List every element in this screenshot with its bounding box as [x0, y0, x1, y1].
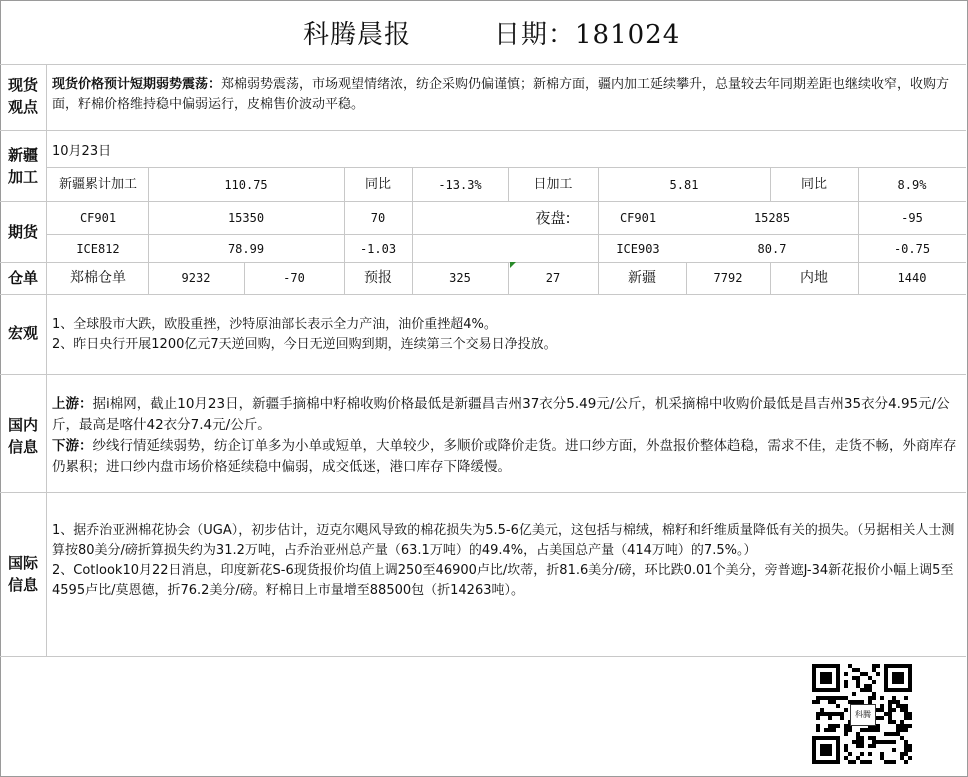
- spot-text: 郑棉弱势震荡，市场观望情绪浓，纺企采购仍偏谨慎；新棉方面，疆内加工延续攀升，总量较去年同期差距也继续收窄，收购方面，籽棉价格维持稳中偏弱运行，皮棉售价波动平稳。: [52, 77, 950, 112]
- upstream-text: 据i棉网，截止10月23日，新疆手摘棉中籽棉收购价格最低是新疆昌吉州37衣分5.49元/公斤，机采摘棉中收购价最低是昌吉州35衣分4.95元/公斤，最高是喀什42衣分7.4元/公斤。: [52, 396, 950, 433]
- section-label-international: 国际 信息: [7, 554, 38, 594]
- section-label-futures: 期货: [7, 223, 38, 241]
- divider: [0, 374, 966, 375]
- forecast-change: 27: [545, 271, 561, 285]
- divider: [0, 492, 966, 493]
- daily-processing-value: 5.81: [669, 178, 699, 192]
- daily-yoy-value: 8.9%: [897, 178, 927, 192]
- daily-processing-label: 日加工: [533, 177, 573, 192]
- cell-divider: [412, 201, 413, 262]
- section-label-macro: 宏观: [7, 324, 38, 342]
- upstream-lead: 上游：: [52, 396, 93, 412]
- section-label-spot: 现货 观点: [7, 76, 38, 116]
- downstream-text: 纱线行情延续弱势，纺企订单多为小单或短单，大单较少，多顺价或降价走货。进口纱方面，外盘报价整体趋稳，需求不佳，走货不畅，外商库存仍累积；进口纱内盘市场价格延续稳中偏弱，成交低迷，港口库存下降缓慢。: [52, 438, 957, 475]
- futures-change: 70: [370, 211, 386, 225]
- macro-item: 1、全球股市大跌，欧股重挫，沙特原油部长表示全力产油，油价重挫超4%。: [52, 317, 497, 332]
- cum-processing-value: 110.75: [224, 178, 268, 192]
- divider: [0, 262, 966, 263]
- forecast-label: 预报: [364, 270, 392, 286]
- report-title: 科腾晨报: [303, 20, 412, 50]
- xinjiang-warehouse-value: 7792: [713, 271, 743, 285]
- daily-yoy-label: 同比: [800, 177, 827, 192]
- inland-warehouse-label: 内地: [800, 270, 828, 286]
- spot-view: [52, 75, 960, 115]
- international-info: [52, 521, 960, 601]
- divider: [46, 167, 966, 168]
- section-label-domestic: 国内 信息: [7, 416, 38, 456]
- warehouse-value: 9232: [181, 271, 211, 285]
- night-price: 15285: [753, 211, 791, 225]
- forecast-value: 325: [449, 271, 471, 285]
- night-contract: ICE903: [616, 242, 660, 256]
- cum-processing-label: 新疆累计加工: [58, 177, 137, 192]
- spot-lead: 现货价格预计短期弱势震荡：: [52, 77, 222, 92]
- xinjiang-date: 10月23日: [52, 144, 112, 159]
- intl-item: 1、据乔治亚洲棉花协会（UGA），初步估计，迈克尔飓风导致的棉花损失为5.5-6亿美元，这包括与棉绒，棉籽和纤维质量降低有关的损失。（另据相关人士测算按80美分/磅折算损失约为31.2万吨，占乔治亚州总产量（63.1万吨）的49.4%，占美国总产量（414万吨）的7.5%。）: [52, 523, 955, 558]
- futures-price: 78.99: [227, 242, 265, 256]
- futures-change: -1.03: [359, 242, 397, 256]
- divider: [0, 294, 966, 295]
- night-change: -95: [901, 211, 923, 225]
- section-label-warehouse: 仓单: [7, 269, 38, 287]
- futures-contract: CF901: [79, 211, 117, 225]
- warehouse-name: 郑棉仓单: [70, 270, 126, 286]
- divider: [0, 656, 966, 657]
- downstream-lead: 下游：: [52, 438, 93, 454]
- night-contract: CF901: [619, 211, 657, 225]
- report-date: 日期：181024: [494, 20, 681, 50]
- futures-contract: ICE812: [76, 242, 120, 256]
- futures-price: 15350: [227, 211, 265, 225]
- macro-item: 2、昨日央行开展1200亿元7天逆回购，今日无逆回购到期，连续第三个交易日净投放。: [52, 337, 557, 352]
- section-label-xinjiang: 新疆 加工: [7, 146, 38, 186]
- qr-code: [812, 664, 912, 764]
- yoy-label: 同比: [364, 177, 391, 192]
- column-divider: [46, 64, 47, 656]
- night-session-label: 夜盘:: [535, 209, 571, 227]
- divider: [0, 64, 966, 65]
- qr-caption: 科腾: [850, 704, 876, 726]
- macro-list: [52, 315, 960, 355]
- divider: [0, 130, 966, 131]
- divider: [0, 201, 966, 202]
- warehouse-change: -70: [283, 271, 305, 285]
- xinjiang-warehouse-label: 新疆: [628, 270, 656, 286]
- divider: [46, 234, 966, 235]
- night-price: 80.7: [757, 242, 787, 256]
- domestic-info: [52, 394, 960, 478]
- report-header: [0, 0, 966, 64]
- intl-item: 2、Cotlook10月22日消息，印度新花S-6现货报价均值上调250至46900卢比/坎蒂，折81.6美分/磅，环比跌0.01个美分，旁普遮J-34新花报价小幅上调5至4595卢比/莫恩德，折76.2美分/磅。籽棉日上市量增至88500包（折14263吨）。: [52, 563, 954, 598]
- night-change: -0.75: [893, 242, 931, 256]
- inland-warehouse-value: 1440: [897, 271, 927, 285]
- yoy-value: -13.3%: [438, 178, 482, 192]
